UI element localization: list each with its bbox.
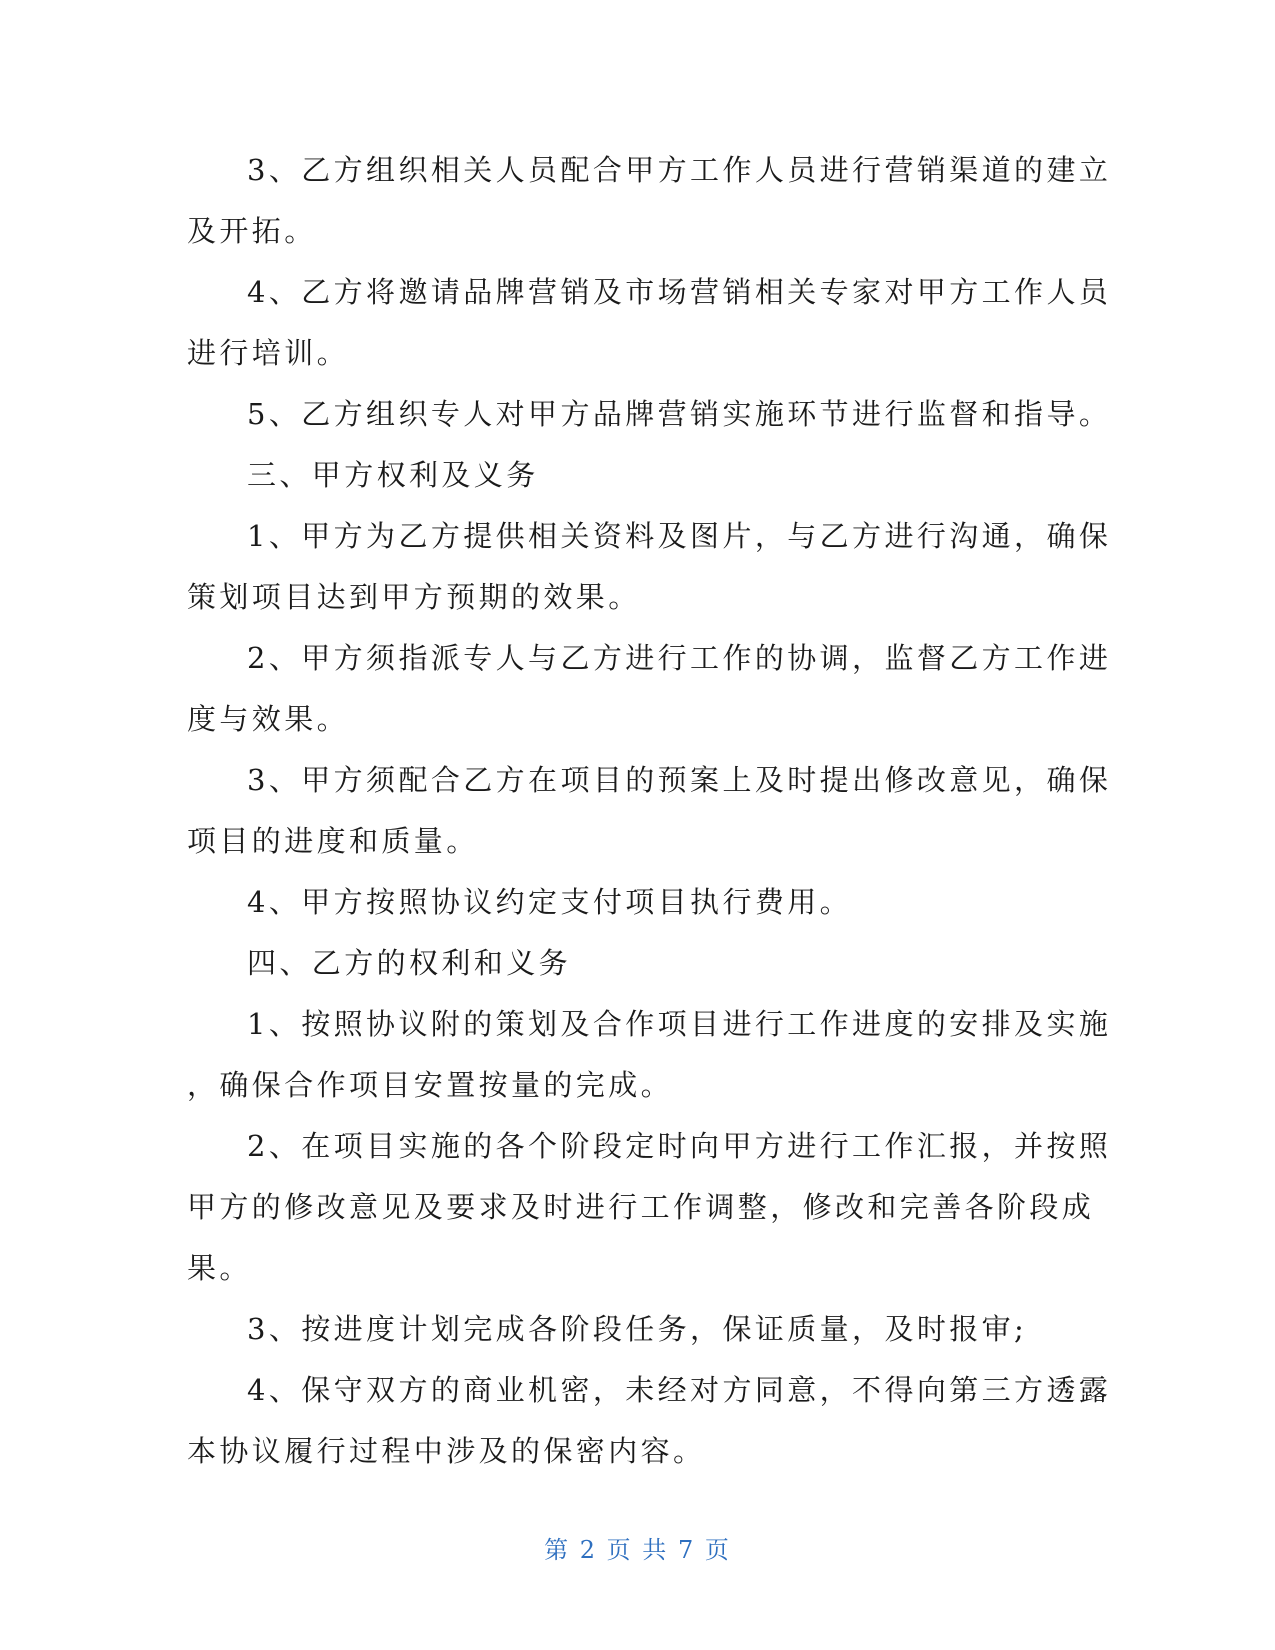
- text-line: 3、乙方组织相关人员配合甲方工作人员进行营销渠道的建立: [247, 153, 1112, 187]
- section-heading: 四、乙方的权利和义务: [247, 946, 572, 980]
- text-line: 1、甲方为乙方提供相关资料及图片，与乙方进行沟通，确保: [247, 519, 1112, 553]
- text-line: 5、乙方组织专人对甲方品牌营销实施环节进行监督和指导。: [247, 397, 1112, 431]
- text-line: 策划项目达到甲方预期的效果。: [187, 580, 641, 614]
- text-line: 甲方的修改意见及要求及时进行工作调整，修改和完善各阶段成: [187, 1190, 1095, 1224]
- text-line: 果。: [187, 1251, 252, 1285]
- text-line: 进行培训。: [187, 336, 350, 370]
- text-line: 3、按进度计划完成各阶段任务，保证质量，及时报审;: [247, 1312, 1028, 1346]
- text-line: 4、保守双方的商业机密，未经对方同意，不得向第三方透露: [247, 1373, 1112, 1407]
- section-heading: 三、甲方权利及义务: [247, 458, 539, 492]
- text-line: 4、甲方按照协议约定支付项目执行费用。: [247, 885, 853, 919]
- text-line: ，确保合作项目安置按量的完成。: [187, 1068, 674, 1102]
- text-line: 2、在项目实施的各个阶段定时向甲方进行工作汇报，并按照: [247, 1129, 1112, 1163]
- document-body: [187, 140, 1112, 1482]
- text-line: 4、乙方将邀请品牌营销及市场营销相关专家对甲方工作人员: [247, 275, 1112, 309]
- page-number-footer: 第 2 页 共 7 页: [544, 1536, 731, 1564]
- text-line: 3、甲方须配合乙方在项目的预案上及时提出修改意见，确保: [247, 763, 1112, 797]
- text-line: 度与效果。: [187, 702, 350, 736]
- text-line: 及开拓。: [187, 214, 317, 248]
- text-line: 2、甲方须指派专人与乙方进行工作的协调，监督乙方工作进: [247, 641, 1112, 675]
- text-line: 项目的进度和质量。: [187, 824, 479, 858]
- text-line: 本协议履行过程中涉及的保密内容。: [187, 1434, 706, 1468]
- text-line: 1、按照协议附的策划及合作项目进行工作进度的安排及实施: [247, 1007, 1112, 1041]
